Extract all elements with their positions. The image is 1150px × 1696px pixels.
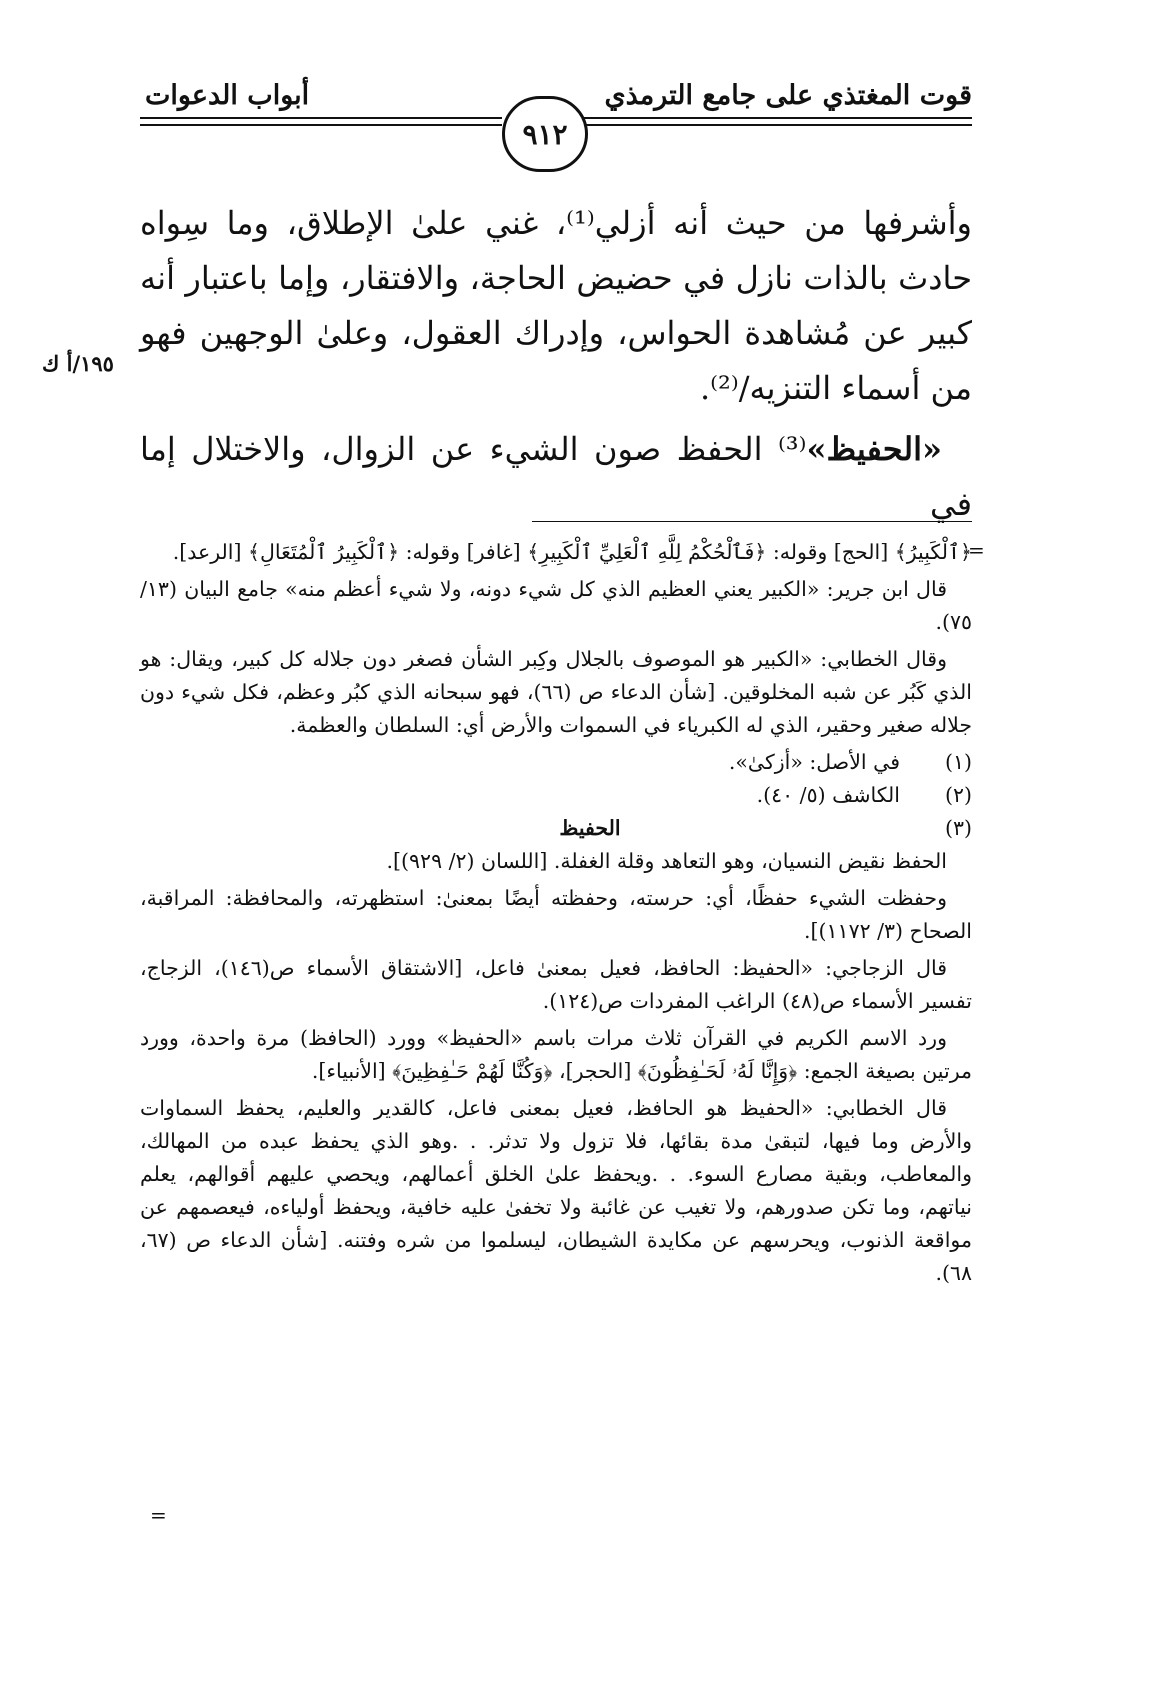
footnote-1-number: (١) (944, 750, 972, 774)
footnote-hafiz-5: قال الخطابي: «الحفيظ هو الحافظ، فعيل بمعنى فاعل، كالقدير والعليم، يحفظ السماوات والأرض وما فيها، لتبقىٰ مدة بقائها، فلا تزول ولا تدثر. . .وهو الذي يحفظ عبده من المهالك، والمعاطب، وبقية مصارع السوء. . .ويحفظ علىٰ الخلق أعمالهم، ويحصي عليهم أقوالهم، يعلم نياتهم، وما تكن صدورهم، ولا تغيب عن غائبة ولا تخفىٰ عليه خافية، ويحفظ أولياءه، فيعصمهم عن مواقعة الذنوب، ويحرسهم عن مكايدة الشيطان، ليسلموا من شره وفتنه. [شأن الدعاء ص (٦٧، ٦٨). (140, 1096, 972, 1285)
continuation-mark-bottom: = (150, 1503, 167, 1527)
footnote-continuation: ﴿ٱلْكَبِيرُ﴾ [الحج] وقوله: ﴿فَٱلْحُكْمُ لِلَّهِ ٱلْعَلِيِّ ٱلْكَبِيرِ﴾ [غافر] وقوله: ﴿ٱلْكَبِيرُ ٱلْمُتَعَالِ﴾ [الرعد]. (172, 540, 972, 564)
footnote-2-text: الكاشف (٥/ ٤٠). (756, 783, 900, 807)
footnote-hafiz-4: ورد الاسم الكريم في القرآن ثلاث مرات باسم «الحفيظ» وورد (الحافظ) مرة واحدة، وورد مرتين بصيغة الجمع: ﴿وَإِنَّا لَهُۥ لَحَـٰفِظُونَ﴾ [الحجر]، ﴿وَكُنَّا لَهُمْ حَـٰفِظِينَ﴾ [الأنبياء]. (140, 1026, 972, 1083)
footnote-hafiz-2: وحفظت الشيء حفظًا، أي: حرسته، وحفظته أيضًا بمعنىٰ: استظهرته، والمحافظة: المراقبة، الصحاح (٣/ ١١٧٢)]. (140, 886, 972, 943)
footnotes (140, 536, 972, 1294)
header-rule-right-bottom (580, 124, 972, 126)
header-rule-left-bottom (140, 124, 502, 126)
footnote-hafiz-1: الحفظ نقيض النسيان، وهو التعاهد وقلة الغفلة. [اللسان (٢/ ٩٢٩)]. (386, 849, 947, 873)
footnote-separator (532, 521, 972, 522)
footnote-3-number: (٣) (944, 816, 972, 840)
margin-note: ١٩٥/أ ك (42, 351, 114, 376)
main-paragraph-2 (140, 422, 972, 532)
header-rule-left-top (140, 117, 502, 119)
footnote-2-number: (٢) (944, 783, 972, 807)
hafiz-heading: «الحفيظ» (806, 430, 942, 468)
chapter-title: أبواب الدعوات (145, 80, 310, 111)
main-text (140, 196, 972, 532)
footnote-1 (140, 746, 972, 779)
footnote-3 (140, 812, 972, 845)
footnote-3-title: الحفيظ (559, 816, 621, 840)
book-title: قوت المغتذي على جامع الترمذي (604, 80, 972, 111)
footnote-1-text: في الأصل: «أزكىٰ». (728, 750, 900, 774)
page-number: ٩١٢ (502, 96, 588, 172)
footnote-ibn-jarir: قال ابن جرير: «الكبير يعني العظيم الذي كل شيء دونه، ولا شيء أعظم منه» جامع البيان (١٣/ ٧٥). (140, 577, 972, 634)
footnote-2 (140, 779, 972, 812)
main-paragraph-2-text: ⁽³⁾ الحفظ صون الشيء عن الزوال، والاختلال إما في (140, 430, 972, 523)
main-paragraph-1: وأشرفها من حيث أنه أزلي⁽¹⁾، غني علىٰ الإطلاق، وما سِواه حادث بالذات نازل في حضيض الحاجة، والافتقار، وإما باعتبار أنه كبير عن مُشاهدة الحواس، وإدراك العقول، وعلىٰ الوجهين فهو من أسماء التنزيه/⁽²⁾. (140, 204, 973, 407)
footnote-khattabi-kabir: وقال الخطابي: «الكبير هو الموصوف بالجلال وكِبر الشأن فصغر دون جلاله كل كبير، ويقال: هو الذي كَبُر عن شبه المخلوقين. [شأن الدعاء ص (٦٦)، فهو سبحانه الذي كبُر وعظم، فكل شيء دون جلاله صغير وحقير، الذي له الكبرياء في السموات والأرض أي: السلطان والعظمة. (140, 647, 972, 737)
continuation-mark-top: = (968, 538, 985, 562)
header-rule-right-top (580, 117, 972, 119)
footnote-hafiz-3: قال الزجاجي: «الحفيظ: الحافظ، فعيل بمعنىٰ فاعل، [الاشتقاق الأسماء ص(١٤٦)، الزجاج، تفسير الأسماء ص(٤٨) الراغب المفردات ص(١٢٤). (140, 956, 972, 1013)
